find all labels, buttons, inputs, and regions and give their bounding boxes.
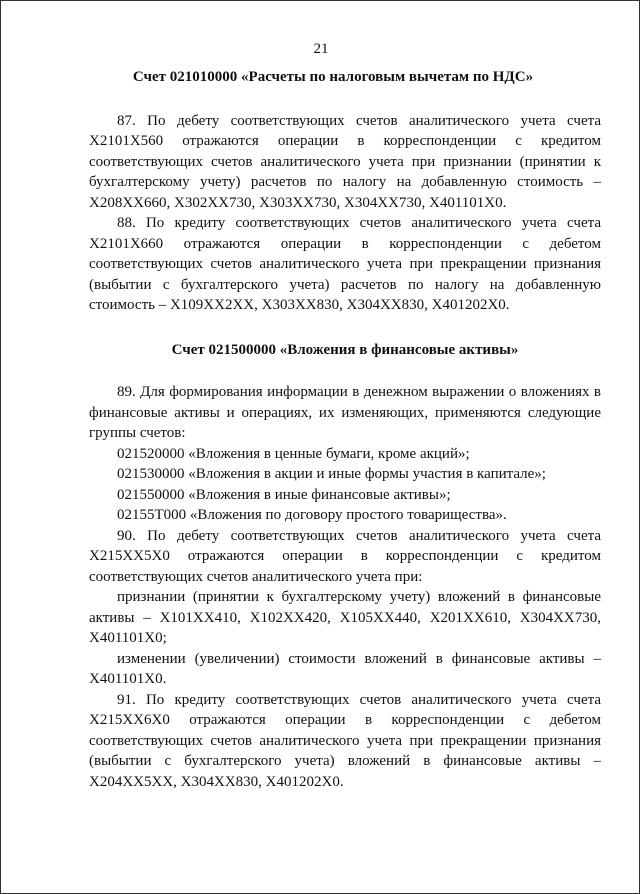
account-group-item: 021550000 «Вложения в иные финансовые активы»; <box>117 486 451 503</box>
page-number: 21 <box>313 41 329 57</box>
paragraph-90-increase: изменении (увеличении) стоимости вложений в финансовые активы – X401101X0. <box>89 650 601 687</box>
paragraph-90: 90. По дебету соответствующих счетов аналитического учета счета X215XX5X0 отражаются операции в корреспонденции с кредитом соответствующих счетов аналитического учета при: <box>89 527 601 585</box>
account-group-item: 021530000 «Вложения в акции и иные формы участия в капитале»; <box>117 466 546 482</box>
paragraph-89: 89. Для формирования информации в денежном выражении о вложениях в финансовые активы и операциях, их изменяющих, применяются следующие группы счетов: <box>89 384 601 441</box>
account-group-item: 02155T000 «Вложения по договору простого товарищества». <box>117 507 507 523</box>
paragraph-87: 87. По дебету соответствующих счетов аналитического учета счета X2101X560 отражаются операции в корреспонденции с кредитом соответствующих счетов аналитического учета при признании (принятии к бухгалтерскому учету) расчетов по налогу на добавленную стоимость – X208XX660, X302XX730, X303XX730, X304XX730, X401101X0. <box>89 112 601 211</box>
document-body <box>89 65 601 792</box>
section-heading-021010000: Счет 021010000 «Расчеты по налоговым вычетам по НДС» <box>132 69 534 85</box>
paragraph-90-recognition: признании (принятии к бухгалтерскому учету) вложений в финансовые активы – X101XX410, X102XX420, X105XX440, X201XX610, X304XX730, X401101X0; <box>89 589 601 646</box>
paragraph-88: 88. По кредиту соответствующих счетов аналитического учета счета X2101X660 отражаются операции в корреспонденции с дебетом соответствующих счетов аналитического учета при прекращении признания (выбытии с бухгалтерского учета) расчетов по налогу на добавленную стоимость – X109XX2XX, X303XX830, X304XX830, X401202X0. <box>89 215 601 313</box>
account-group-item: 021520000 «Вложения в ценные бумаги, кроме акций»; <box>117 445 470 462</box>
paragraph-91: 91. По кредиту соответствующих счетов аналитического учета счета X215XX6X0 отражаются операции в корреспонденции с дебетом соответствующих счетов аналитического учета при прекращении признания (выбытии с бухгалтерского учета) вложений в финансовые активы – X204XX5XX, X304XX830, X401202X0. <box>89 691 601 790</box>
section-heading-021500000: Счет 021500000 «Вложения в финансовые активы» <box>171 341 519 358</box>
